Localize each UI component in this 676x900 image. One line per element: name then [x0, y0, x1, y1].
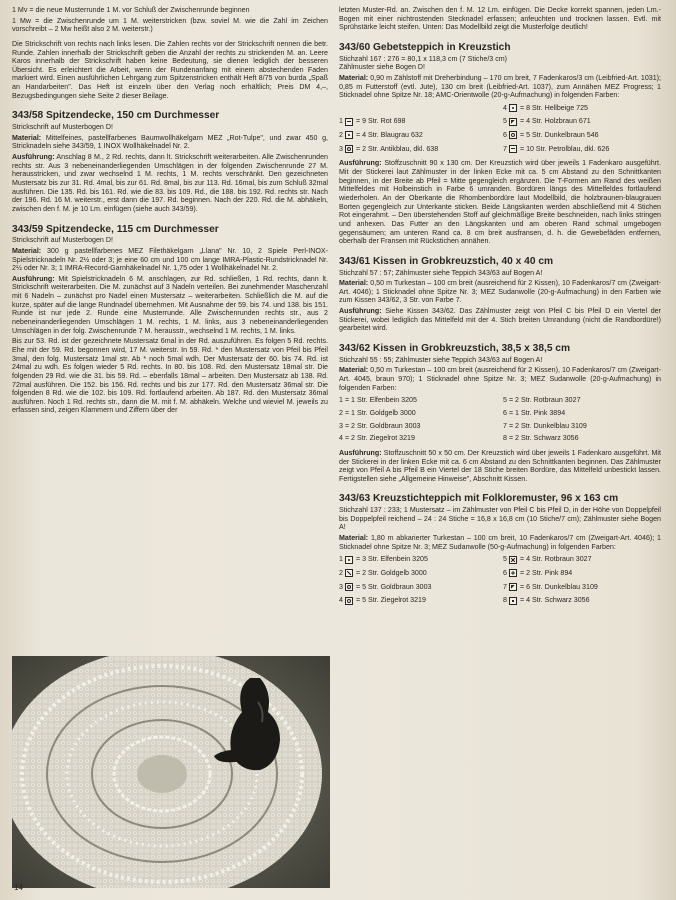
legend-item: 7 = 10 Str. Petrolblau, dkl. 626: [503, 144, 610, 153]
stitch-symbol-icon: [509, 569, 517, 577]
stitch-symbol-icon: [509, 556, 517, 564]
legend-item: 4 = 2 Str. Ziegelrot 3219: [339, 434, 415, 443]
legend-item: 5 = 4 Str. Rotbraun 3027: [503, 555, 592, 564]
s59-subtitle: Strickschrift auf Musterbogen D!: [12, 236, 113, 245]
s60-subtitle: Stichzahl 167 : 276 = 80,1 x 118,3 cm (7 Stiche/3 cm): [339, 54, 508, 63]
legend-item: 6 = 2 Str. Pink 894: [503, 568, 573, 577]
legend-item: 6 = 5 Str. Dunkelbraun 546: [503, 131, 599, 140]
legend-item: 1 = 3 Str. Elfenbein 3205: [339, 555, 428, 564]
legend-item: 3 = 5 Str. Goldbraun 3003: [339, 582, 432, 591]
s60-subtitle2: Zählmuster siehe Bogen D!: [339, 63, 425, 72]
s61-subtitle: Stichzahl 57 : 57; Zählmuster siehe Teppich 343/63 auf Bogen A!: [339, 268, 543, 277]
doily-illustration: [12, 656, 330, 888]
s62-material: Material: 0,50 m Turkestan – 100 cm breit (ausreichend für 2 Kissen), 10 Fadenkaros/7 cm (Zweigart-Art. 4045, braun 970); 1 Sticknadel ohne Spitze Nr. 3; MEZ Sudanwolle (20-g-Aufmachung) in folgenden Farben:: [339, 366, 661, 392]
s60-color-legend: [339, 104, 661, 154]
s62-subtitle: Stichzahl 55 : 55; Zählmuster siehe Teppich 343/63 auf Bogen A!: [339, 355, 543, 364]
s60-title: 343/60 Gebetsteppich in Kreuzstich: [339, 41, 511, 53]
legend-item: 1 = 1 Str. Elfenbein 3205: [339, 396, 417, 405]
legend-item: 8 = 2 Str. Schwarz 3056: [503, 434, 579, 443]
s61-material: Material: 0,50 m Turkestan – 100 cm breit (ausreichend für 2 Kissen), 10 Fadenkaros/7 cm (Zweigart-Art. 4046); 1 Sticknadel ohne Spitze Nr. 3; MEZ Sudanwolle (20-g-Aufmachung) in den Farben wie zum Kissen 343/62, 3 Str. von Farbe 7.: [339, 279, 661, 305]
stitch-symbol-icon: [509, 597, 517, 605]
stitch-symbol-icon: [509, 583, 517, 591]
s63-subtitle: Stichzahl 137 : 233; 1 Mustersatz – im Zählmuster von Pfeil C bis Pfeil D, in der Höhe von Doppelpfeil bis Doppelpfeil reichend – 24 : 24 Stiche = 16,8 x 16,8 cm (10 Stiche/7 cm); Zählmuster siehe Bogen A!: [339, 506, 661, 532]
s61-exec: Ausführung: Siehe Kissen 343/62. Das Zählmuster zeigt von Pfeil C bis Pfeil D ein Viertel der Stickerei, wobei lediglich das Mittelfeld mit der 4. Stich breiten Umrandung (nicht die Randbordüre!) gearbeitet wird.: [339, 307, 661, 333]
stitch-symbol-icon: [345, 569, 353, 577]
page-number: 14: [14, 883, 23, 892]
stitch-symbol-icon: [509, 118, 517, 126]
legend-item: 3 = 2 Str. Goldbraun 3003: [339, 421, 421, 430]
s60-exec: Ausführung: Stoffzuschnitt 90 x 130 cm. Der Kreuzstich wird über jeweils 1 Fadenkaro ausgeführt. Mit der Stickerei laut Zählmuster in der linken Ecke mit ca. 5 cm Abstand zu den Schnittkanten beginnen, in der Breite ab Pfeil = Mitte gegengleich ergänzen. Die T-Formen am Rand des weißen Mittelfeldes mit Holbeinstich in Farbe 6 umranden. Bordüren längs des Mittelfeldes fortlaufend wiederholen. An der Oberkante die Rhombenbordüre laut Modellbild, die holzbraunen-blaugrauen Borten gegengleich zur Unterkante sticken. Beide Längskanten werden abschließend mit 4 Stichen Rot eingerahmt. – Den überstehenden Stoff auf gleichmäßige Breite beschneiden, nach links stringen und anhexen. Das Futter an den Längskanten und am oberen Rand schmal umgebogen gegensäumen; am unteren Rand ca. 8 cm breit ausfransen, d. h. die Gewebefäden entfernen, oberhalb der Fransen mit Rückstichen annähen.: [339, 159, 661, 246]
legend-spacer: [339, 104, 497, 113]
legend-item: 4 = 8 Str. Hellbeige 725: [503, 103, 588, 112]
s59-material: Material: 300 g pastellfarbenes MEZ Filethäkelgarn „Llana" Nr. 10, 2 Spiele Perl-INOX-Spielstricknadeln Nr. 2½ oder 3; je eine 60 cm und 100 cm lange IMRA-Plastic-Rundstricknadel Nr. 2½ oder Nr. 3; 1 IMRA-Record-Garnhäkelnadel Nr. 1,75 oder 1 Wollhäkelnadel Nr. 2.: [12, 246, 328, 273]
legend-item: 4 = 5 Str. Ziegelrot 3219: [339, 596, 426, 605]
stitch-symbol-icon: [345, 145, 353, 153]
legend-item: 5 = 2 Str. Rotbraun 3027: [503, 396, 581, 405]
legend-item: 2 = 4 Str. Blaugrau 632: [339, 131, 423, 140]
legend-item: 7 = 2 Str. Dunkelblau 3109: [503, 421, 587, 430]
lace-doily-photo: [12, 656, 330, 888]
s60-material: Material: 0,90 m Zählstoff mit Dreherbindung – 170 cm breit, 7 Fadenkaros/3 cm (Leibfried-Art. 1031); 0,85 m Futterstoff (evtl. Jute), 130 cm breit (Leibfried-Art. 1037), zum Annähen MEZ Progress; 1 Sticknadel ohne Spitze Nr. 18; AMC-Orientwolle (20-g-Aufmachung) in folgenden Farben:: [339, 73, 661, 100]
legend-item: 2 = 2 Str. Goldgelb 3000: [339, 568, 427, 577]
left-column: [12, 6, 328, 417]
intro-mv: 1 Mv = die neue Musterrunde 1 M. vor Schluß der Zwischenrunde beginnen: [12, 6, 250, 14]
legend-item: 2 = 1 Str. Goldgelb 3000: [339, 408, 416, 417]
s61-title: 343/61 Kissen in Grobkreuzstich, 40 x 40 cm: [339, 255, 554, 267]
s58-material: Material: Mittelfeines, pastellfarbenes Baumwollhäkelgarn MEZ „Rot-Tulpe", und zwar 450 g, Stricknadeln siehe 343/59, 1 INOX Wollhäkelnadel Nr. 2.: [12, 133, 328, 151]
s62-title: 343/62 Kissen in Grobkreuzstich, 38,5 x 38,5 cm: [339, 343, 571, 355]
right-intro: letzten Muster-Rd. an. Zwischen den f. M. 12 Lm. einfügen. Die Decke korrekt spannen, jeden Lm.-Bogen mit einer nichtrostenden Stecknadel erfassen; anfeuchten und trocknen lassen. Evtl. mit Sprühstärke leicht steifen. Unten: Das Modellbild zeigt die Musterfolge deutlich!: [339, 6, 661, 32]
stitch-symbol-icon: [345, 583, 353, 591]
stitch-symbol-icon: [345, 597, 353, 605]
s58-exec: Ausführung: Anschlag 8 M., 2 Rd. rechts, dann lt. Strickschrift weiterarbeiten. Alle Zwischenrunden rechts str. Aus 3 nebeneinanderliegenden Umschlägen in der folgenden Zwischenrunde 27 M. herausstricken, und zwar wechselnd 1 M. rechts, 1 M. rechts verschränkt. Den gezeichneten Mustersatz bis zur 31. Rd. 4mal, bis zur 61. Rd. 8mal, bis zur 113. Rd. 16mal, bis zum Schluß 32mal ausführen. Die 135. Rd. bis 161. Rd. wie die 83. bis 109. Rd., die 188. bis 192. Rd. rechts str. Nach der 196. Rd. 16 M. weiterstr., erst dann die 197. Rd. beginnen. Nach der 220. Rd. die M. abhäkeln, zwischen den f. M. je 10 Lm. einfügen (siehe auch 343/59).: [12, 153, 328, 213]
stitch-symbol-icon: [345, 131, 353, 139]
s63-title: 343/63 Kreuzstichteppich mit Folkloremuster, 96 x 163 cm: [339, 493, 619, 505]
s59-exec2: Bis zur 53. Rd. ist der gezeichnete Mustersatz 6mal in der Rd. auszuführen. Es folgen 5 Rd. rechts. Ehe mit der 59. Rd. begonnen wird, 17 M. weiterstr. In 59. Rd. * den Mustersatz von Pfeil bis Pfeil 3mal, den folg. Mustersatz 1mal str. Ab * noch 5mal wdh. Der Mustersatz der 60. bis 74. Rd. ist 24mal zu wdh. Es folgen wieder 5 Rd. rechts. In 80. bis 108. Rd. den Mustersatz 18mal str. Die folgenden 29 Rd. wie die 31. bis 59. Rd. – ebenfalls 18mal – arbeiten. Den Mustersatz ab 138. Rd. 72mal ausführen. Die 152. bis 156. Rd. rechts und bis zur 177. Rd. den Mustersatz 36mal str. Die folgenden 8 Rd. wie die 102. bis 109. Rd. fortlaufend arbeiten. Ab 187. Rd. den Mustersatz 36mal ausführen. Noch 1 Rd. rechts str., dann die M. mit f. M. abhäkeln. Welche und wieviel M. jeweils zu erfassen sind, zeigen Klammern und Ziffern über der: [12, 337, 328, 415]
s58-title: 343/58 Spitzendecke, 150 cm Durchmesser: [12, 110, 220, 122]
legend-item: 7 = 6 Str. Dunkelblau 3109: [503, 582, 598, 591]
s62-color-legend: [339, 396, 661, 443]
s59-exec: Ausführung: Mit Spielstricknadeln 6 M. anschlagen, zur Rd. schließen, 1 Rd. rechts, dann lt. Strickschrift weiterarbeiten. Die M. zunächst auf 3 Nadeln verteilen. Bei zunehmender Maschenzahl mit 6 Nadeln – zunächst pro Nadel einen Mustersatz – weiterarbeiten. Schließlich die M. auf die kurze, später auf die lange Rundnadel übernehmen. Mit Ausnahme der 59. bis 74. und 138. bis 151. Runde ist nur jede 2. Runde eine Musterrunde. Alle Zwischenrunden rechts str., aus 2 nebeneinanderliegenden Umschlägen 1 M. rechts, 1 M. links, aus 3 nebeneinanderliegenden Umschlägen in der folg. Zwischenrunde 7 M. herausstr., wechselnd 1 M. rechts, 1 M. links.: [12, 274, 328, 335]
s58-subtitle: Strickschrift auf Musterbogen D!: [12, 123, 113, 132]
stitch-symbol-icon: [345, 556, 353, 564]
s63-color-legend: [339, 555, 661, 605]
stitch-symbol-icon: [509, 145, 517, 153]
legend-item: 6 = 1 Str. Pink 3894: [503, 408, 566, 417]
stitch-symbol-icon: [509, 104, 517, 112]
legend-item: 8 = 4 Str. Schwarz 3056: [503, 596, 590, 605]
s62-exec: Ausführung: Stoffzuschnitt 50 x 50 cm. Der Kreuzstich wird über jeweils 1 Fadenkaro ausgeführt. Mit der Stickerei in der linken Ecke mit ca. 6 cm Abstand zu den Schnittkanten beginnen. Das Zählmuster zeigt von Pfeil A bis Pfeil B ein Viertel der 18 Stiche breiten Bordüre, das Mittelfeld unbestickt lassen. Fertigstellen siehe „Allgemeine Hinweise", Abschnitt Kissen.: [339, 448, 661, 483]
legend-item: 1 = 9 Str. Rot 698: [339, 117, 406, 126]
stitch-symbol-icon: [509, 131, 517, 139]
right-column: [339, 6, 661, 611]
s59-title: 343/59 Spitzendecke, 115 cm Durchmesser: [12, 223, 219, 235]
intro-reading: Die Strickschrift von rechts nach links lesen. Die Zahlen rechts vor der Strickschrift nennen die betr. Runde. Zahlen innerhalb der Strickschrift geben die Anzahl der rechts zu strickenden M. an. Leere Karos innerhalb der Strickschrift haben keine Bedeutung, sie dienen lediglich der besseren Übersicht. Es erleichtert die Arbeit, wenn der Rundenanfang mit einem abstechenden Faden markiert wird. Einen ausführlichen Lehrgang zum Spitzenstricken enthält Heft 8/75 von burda „Spaß an Handarbeiten". Das Heft ist einzeln über den Verlag noch erhältlich; Preis DM 4,–, Bezugsbedingungen siehe Seite 2 dieser Beilage.: [12, 39, 328, 100]
legend-item: 3 = 2 Str. Antikblau, dkl. 638: [339, 144, 439, 153]
legend-item: 5 = 4 Str. Holzbraun 671: [503, 117, 591, 126]
intro-mw: 1 Mw = die Zwischenrunde um 1 M. weiterstricken (bzw. soviel M. wie die Zahl im Zeichen vorschreibt – 2 Mw heißt also 2 M. weiterstr.): [12, 16, 328, 34]
s63-material: Material: 1,80 m abkarierter Turkestan – 100 cm breit, 10 Fadenkaros/7 cm (Zweigart-Art. 4046); 1 Sticknadel ohne Spitze Nr. 3; MEZ Sudanwolle (50-g-Aufmachung) in folgenden Farben:: [339, 534, 661, 551]
stitch-symbol-icon: [345, 118, 353, 126]
